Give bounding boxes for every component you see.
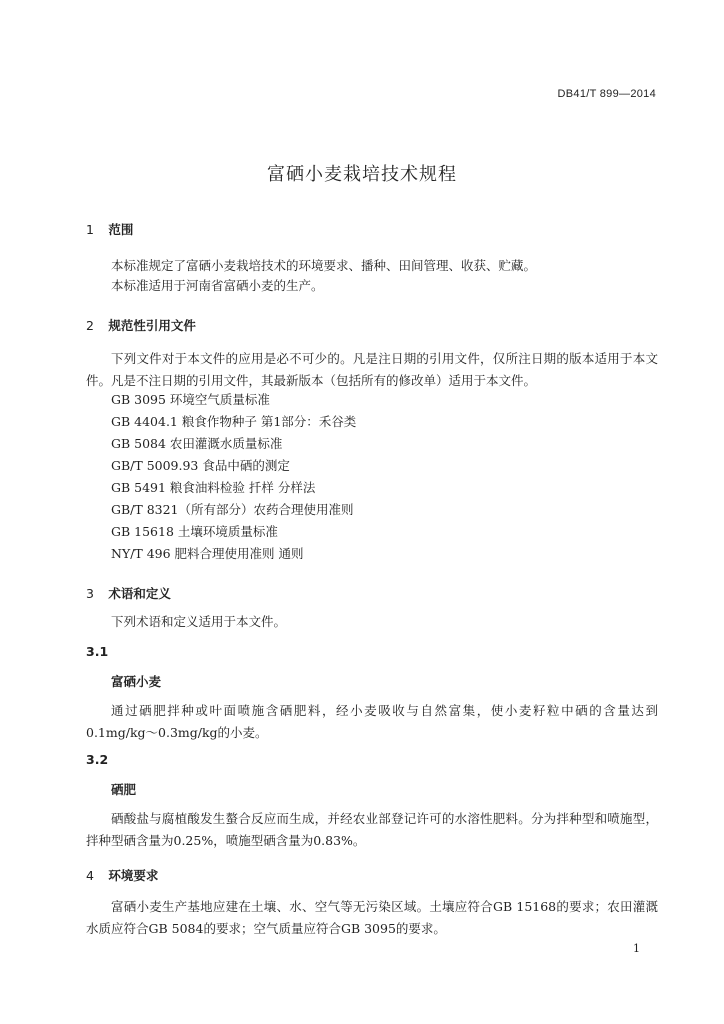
reference-item: GB 5491 粮食油料检验 扦样 分样法 (111, 480, 316, 495)
reference-item: GB 5084 农田灌溉水质量标准 (111, 436, 283, 451)
section-number: 2 (86, 318, 94, 333)
reference-item: GB/T 8321（所有部分）农药合理使用准则 (111, 502, 354, 517)
section-2-heading (86, 316, 196, 334)
page-number: 1 (633, 942, 640, 955)
reference-item: GB 4404.1 粮食作物种子 第1部分：禾谷类 (111, 414, 357, 429)
document-title: 富硒小麦栽培技术规程 (267, 164, 457, 185)
section-number: 4 (86, 868, 94, 883)
document-code: DB41/T 899—2014 (557, 88, 656, 100)
paragraph-line: 本标准规定了富硒小麦栽培技术的环境要求、播种、田间管理、收获、贮藏。 (111, 258, 537, 273)
term-heading: 硒肥 (111, 782, 137, 797)
section-title: 环境要求 (108, 868, 159, 883)
term-definition: 硒酸盐与腐植酸发生螯合反应而生成，并经农业部登记许可的水溶性肥料。分为拌种型和喷施型，拌种型硒含量为0.25%，喷施型硒含量为0.83%。 (86, 811, 658, 848)
section-3-heading (86, 584, 171, 602)
paragraph-line: 本标准适用于河南省富硒小麦的生产。 (111, 278, 324, 293)
section-title: 范围 (108, 222, 134, 237)
section-4-heading (86, 866, 158, 884)
reference-item: GB/T 5009.93 食品中硒的测定 (111, 458, 290, 473)
reference-item: GB 15618 土壤环境质量标准 (111, 524, 278, 539)
subsection-number: 3.2 (86, 752, 109, 767)
term-definition: 通过硒肥拌种或叶面喷施含硒肥料，经小麦吸收与自然富集，使小麦籽粒中硒的含量达到0.1mg/kg～0.3mg/kg的小麦。 (86, 703, 658, 740)
reference-item: GB 3095 环境空气质量标准 (111, 392, 270, 407)
section-number: 3 (86, 586, 94, 601)
subsection-number: 3.1 (86, 644, 109, 659)
section-1-heading (86, 220, 133, 238)
term-heading: 富硒小麦 (111, 674, 162, 689)
section-title: 规范性引用文件 (108, 318, 196, 333)
paragraph: 下列文件对于本文件的应用是必不可少的。凡是注日期的引用文件，仅所注日期的版本适用于本文件。凡是不注日期的引用文件，其最新版本（包括所有的修改单）适用于本文件。 (86, 351, 658, 388)
paragraph: 富硒小麦生产基地应建在土壤、水、空气等无污染区域。土壤应符合GB 15168的要求；农田灌溉水质应符合GB 5084的要求；空气质量应符合GB 3095的要求。 (86, 899, 658, 936)
paragraph: 下列术语和定义适用于本文件。 (111, 614, 287, 629)
section-title: 术语和定义 (108, 586, 171, 601)
reference-item: NY/T 496 肥料合理使用准则 通则 (111, 546, 304, 561)
section-number: 1 (86, 222, 94, 237)
